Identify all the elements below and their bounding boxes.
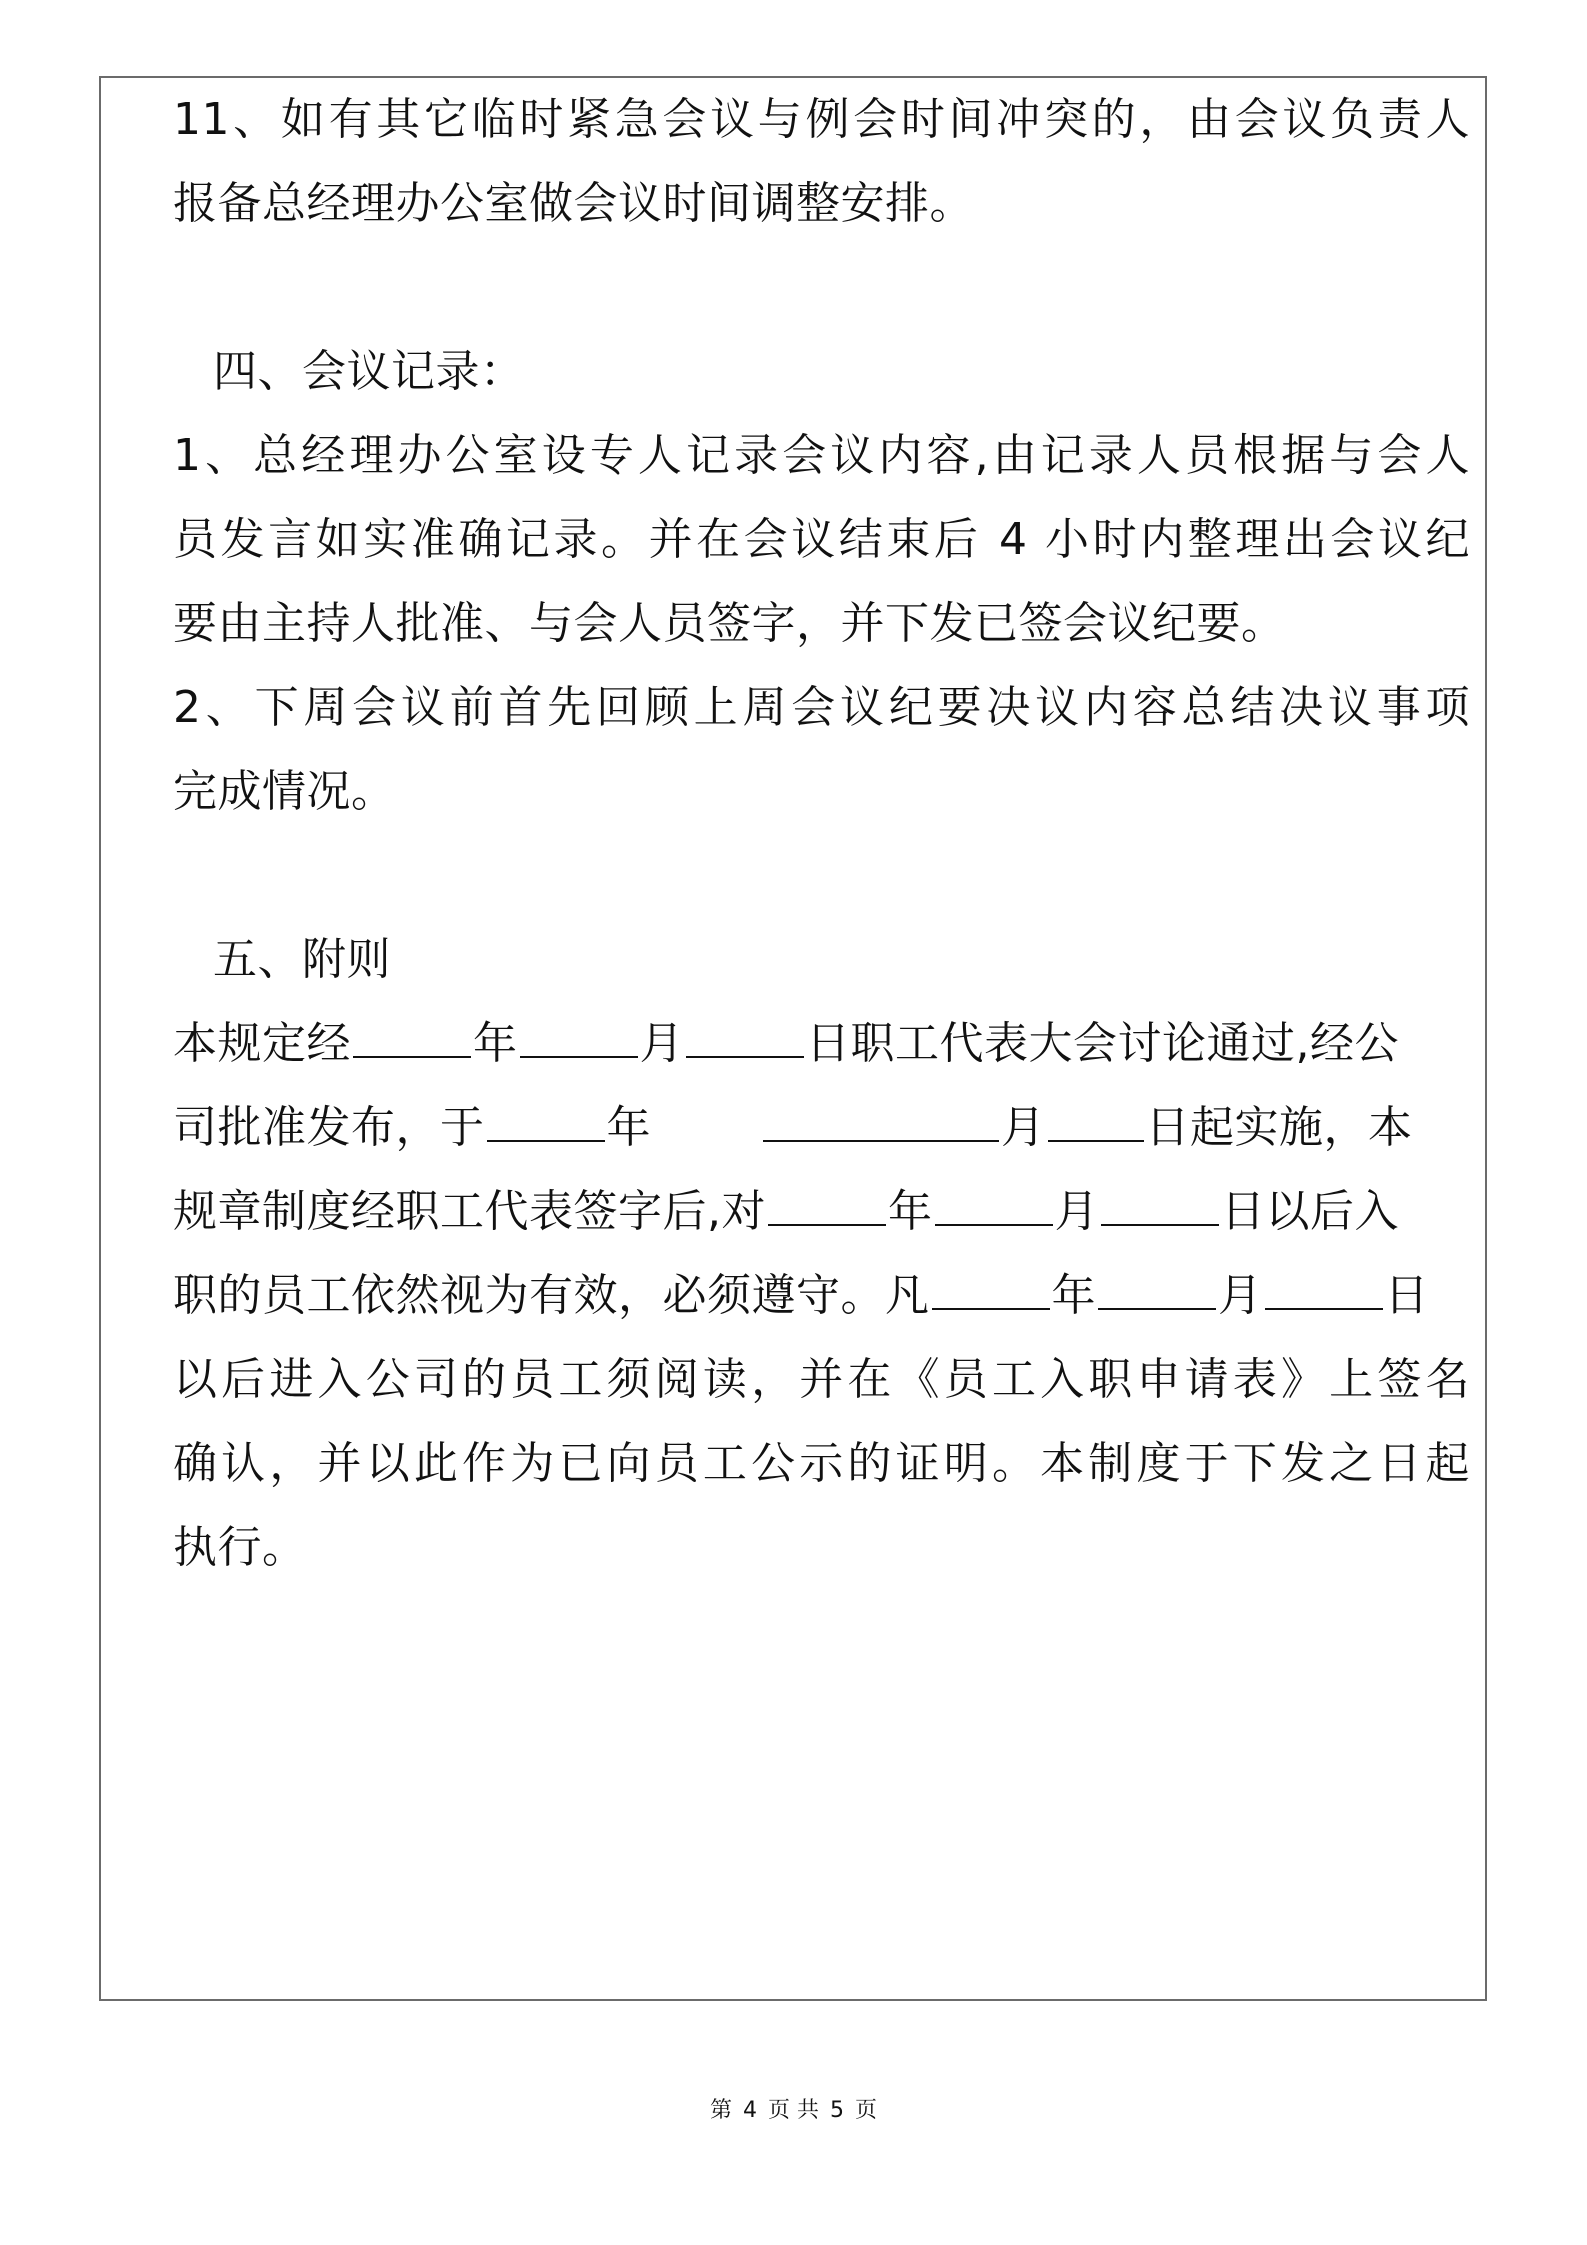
page-footer xyxy=(0,2096,1587,2126)
blank-field xyxy=(686,1016,804,1058)
text-segment: 月 xyxy=(1001,1102,1046,1153)
blank-field xyxy=(932,1268,1050,1310)
text-segment: 日职工代表大会讨论通过,经公 xyxy=(806,1018,1399,1069)
section-4-item-1-line-3: 要由主持人批准、与会人员签字，并下发已签会议纪要。 xyxy=(173,598,1286,649)
text-segment: 年 xyxy=(888,1186,933,1237)
text-segment: 日 xyxy=(1384,1270,1429,1321)
text-segment: 年 xyxy=(1051,1270,1096,1321)
text-segment: 日以后入 xyxy=(1221,1186,1399,1237)
footer-mid: 页 共 xyxy=(768,2098,819,2123)
blank-field xyxy=(1265,1268,1383,1310)
section-5-line-4 xyxy=(173,1266,1473,1326)
blank-field xyxy=(935,1184,1053,1226)
text-segment: 年 xyxy=(473,1018,518,1069)
footer-suffix: 页 xyxy=(855,2098,878,2123)
blank-field xyxy=(1098,1268,1216,1310)
blank-field xyxy=(763,1100,999,1142)
section-5-line-3 xyxy=(173,1182,1473,1242)
text-segment: 月 xyxy=(639,1018,684,1069)
blank-field xyxy=(520,1016,638,1058)
section-4-item-2-line-2: 完成情况。 xyxy=(173,766,396,817)
text-segment: 规章制度经职工代表签字后,对 xyxy=(173,1186,766,1237)
blank-field xyxy=(1048,1100,1144,1142)
section-5-line-7: 执行。 xyxy=(173,1522,307,1573)
text-segment: 本规定经 xyxy=(173,1018,351,1069)
section-4-item-1-line-1: 1、总经理办公室设专人记录会议内容,由记录人员根据与会人 xyxy=(173,430,1470,481)
item-11-line-2: 报备总经理办公室做会议时间调整安排。 xyxy=(173,178,974,229)
footer-prefix: 第 xyxy=(709,2098,732,2123)
section-5-line-1 xyxy=(173,1014,1473,1074)
section-5-heading: 五、附则 xyxy=(213,934,391,985)
blank-field xyxy=(487,1100,605,1142)
blank-field xyxy=(353,1016,471,1058)
text-segment: 职的员工依然视为有效，必须遵守。凡 xyxy=(173,1270,930,1321)
text-segment: 年 xyxy=(606,1102,651,1153)
text-segment: 司批准发布，于 xyxy=(173,1102,485,1153)
text-segment: 月 xyxy=(1054,1186,1099,1237)
text-segment: 月 xyxy=(1218,1270,1263,1321)
section-4-heading: 四、会议记录： xyxy=(213,346,525,397)
section-5-line-2 xyxy=(173,1098,1473,1158)
footer-page-number: 4 xyxy=(743,2098,757,2123)
blank-field xyxy=(768,1184,886,1226)
blank-field xyxy=(1101,1184,1219,1226)
section-5-line-6: 确认，并以此作为已向员工公示的证明。本制度于下发之日起 xyxy=(173,1438,1470,1489)
text-segment: 日起实施，本 xyxy=(1145,1102,1413,1153)
section-5-line-5: 以后进入公司的员工须阅读，并在《员工入职申请表》上签名 xyxy=(173,1354,1470,1405)
section-4-item-1-line-2: 员发言如实准确记录。并在会议结束后 4 小时内整理出会议纪 xyxy=(173,514,1470,565)
footer-total-pages: 5 xyxy=(830,2098,844,2123)
item-11-line-1: 11、如有其它临时紧急会议与例会时间冲突的，由会议负责人 xyxy=(173,94,1470,145)
section-4-item-2-line-1: 2、下周会议前首先回顾上周会议纪要决议内容总结决议事项 xyxy=(173,682,1470,733)
